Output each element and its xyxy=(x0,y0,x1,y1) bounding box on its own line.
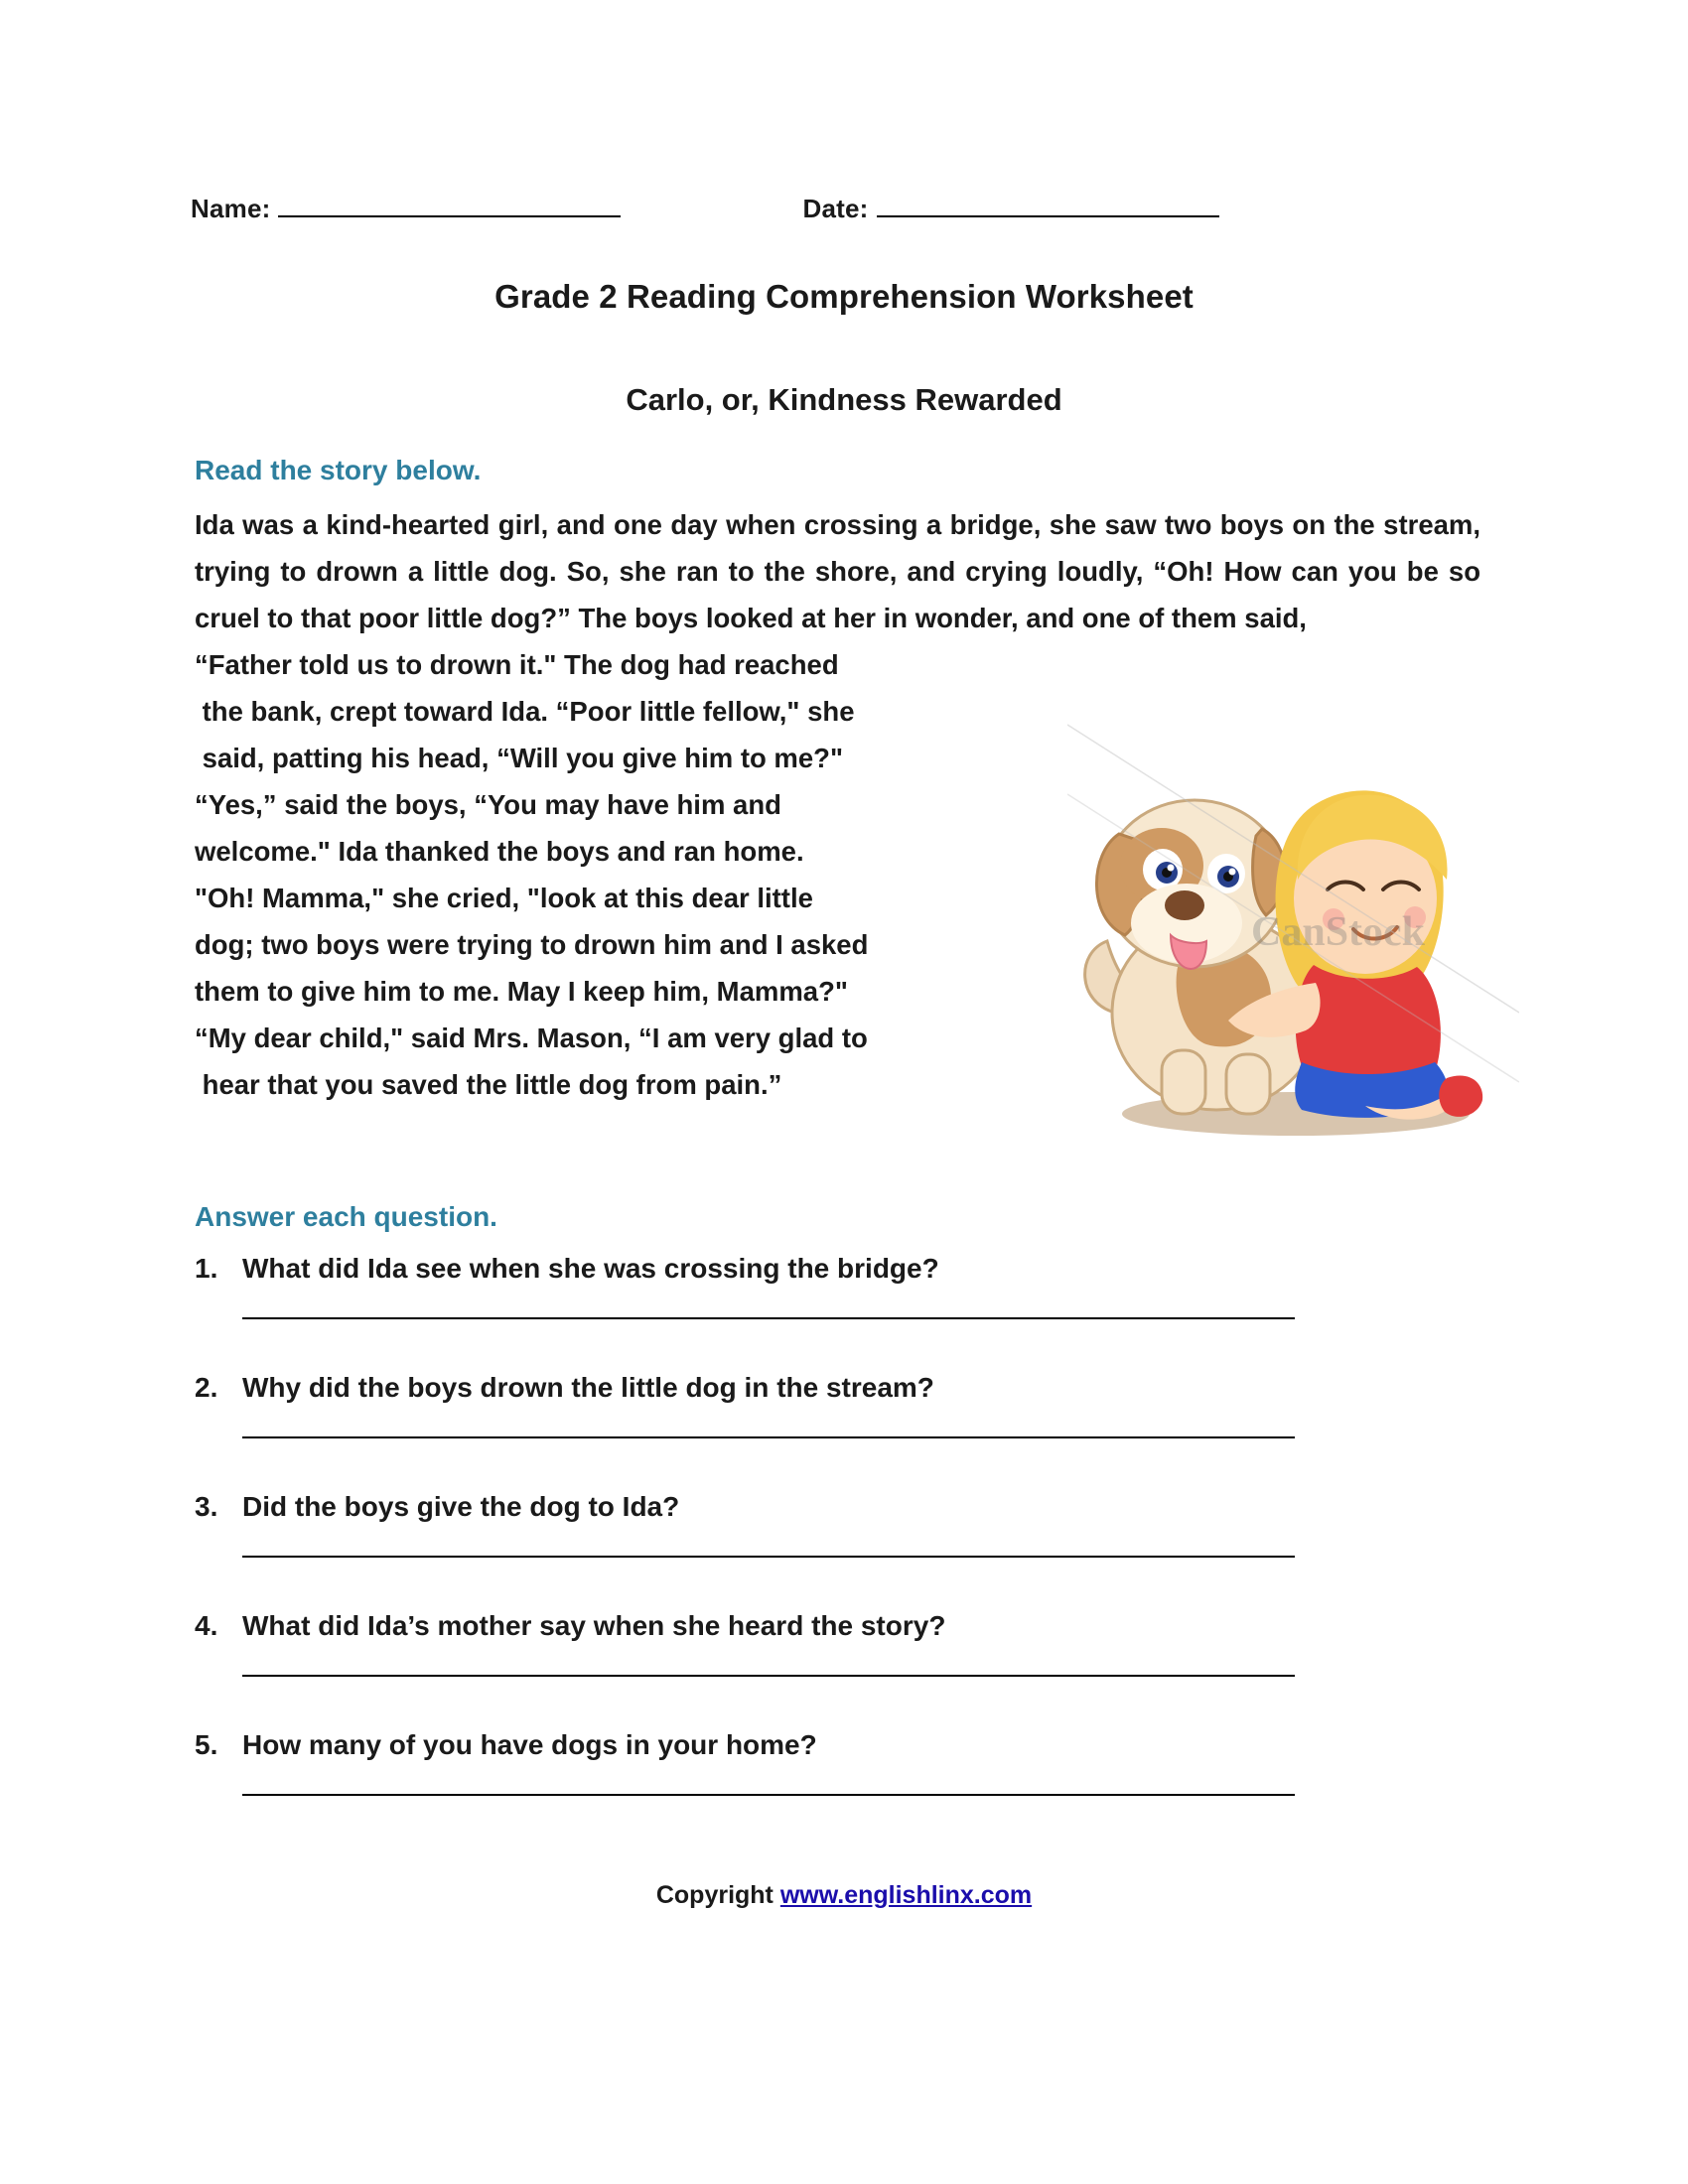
story-line-3: said, patting his head, “Will you give him to me?" xyxy=(195,743,844,773)
question-text-5: How many of you have dogs in your home? xyxy=(242,1729,817,1760)
girl-hugging-dog-illustration xyxy=(1067,685,1519,1152)
question-text-4: What did Ida’s mother say when she heard the story? xyxy=(242,1610,946,1641)
question-number-3: 3. xyxy=(195,1491,218,1522)
answer-line-3[interactable] xyxy=(242,1555,1295,1558)
date-input-line[interactable] xyxy=(877,214,1219,217)
name-label: Name: xyxy=(191,194,271,223)
footer-copyright xyxy=(0,1881,1688,1910)
answer-line-2[interactable] xyxy=(242,1435,1295,1438)
question-item-2 xyxy=(195,1372,1485,1491)
story-line-6: "Oh! Mamma," she cried, "look at this dear little xyxy=(195,883,813,913)
answer-line-5[interactable] xyxy=(242,1793,1295,1796)
answer-line-4[interactable] xyxy=(242,1674,1295,1677)
answer-questions-heading: Answer each question. xyxy=(195,1201,497,1232)
englishlinx-link[interactable]: www.englishlinx.com xyxy=(779,1881,1033,1909)
date-label: Date: xyxy=(802,194,869,223)
story-line-5: welcome." Ida thanked the boys and ran home. xyxy=(195,836,804,867)
question-text-1: What did Ida see when she was crossing the bridge? xyxy=(242,1253,939,1284)
question-item-4 xyxy=(195,1610,1485,1729)
answer-line-1[interactable] xyxy=(242,1316,1295,1319)
question-number-5: 5. xyxy=(195,1729,218,1760)
question-item-3 xyxy=(195,1491,1485,1610)
story-line-8: them to give him to me. May I keep him, Mamma?" xyxy=(195,976,848,1007)
story-title: Carlo, or, Kindness Rewarded xyxy=(626,382,1062,417)
questions-list xyxy=(195,1253,1485,1848)
name-input-line[interactable] xyxy=(278,214,621,217)
story-line-1: “Father told us to drown it." The dog had reached xyxy=(195,649,839,680)
date-field-group xyxy=(802,194,1218,224)
story-line-10: hear that you saved the little dog from pain.” xyxy=(195,1069,782,1100)
story-line-4: “Yes,” said the boys, “You may have him and xyxy=(195,789,781,820)
story-line-2: the bank, crept toward Ida. “Poor little fellow," she xyxy=(195,696,855,727)
read-story-heading: Read the story below. xyxy=(195,455,482,485)
question-number-4: 4. xyxy=(195,1610,218,1641)
question-item-5 xyxy=(195,1729,1485,1848)
question-text-3: Did the boys give the dog to Ida? xyxy=(242,1491,680,1522)
story-paragraph-intro: Ida was a kind-hearted girl, and one day when crossing a bridge, she saw two boys on the stream, trying to drown a little dog. So, she ran to the shore, and crying loudly, “Oh! How can you be so cruel to that poor little dog?” The boys looked at her in wonder, and one of them said, xyxy=(195,509,1480,633)
question-number-1: 1. xyxy=(195,1253,218,1284)
question-item-1 xyxy=(195,1253,1485,1372)
question-number-2: 2. xyxy=(195,1372,218,1403)
story-line-9: “My dear child," said Mrs. Mason, “I am very glad to xyxy=(195,1023,868,1053)
story-line-7: dog; two boys were trying to drown him and I asked xyxy=(195,929,869,960)
name-field-group xyxy=(191,194,621,224)
svg-text:CanStock: CanStock xyxy=(1251,909,1426,955)
question-text-2: Why did the boys drown the little dog in the stream? xyxy=(242,1372,934,1403)
worksheet-title: Grade 2 Reading Comprehension Worksheet xyxy=(494,278,1194,315)
copyright-label: Copyright xyxy=(655,1881,780,1909)
header-fields xyxy=(191,194,1481,224)
